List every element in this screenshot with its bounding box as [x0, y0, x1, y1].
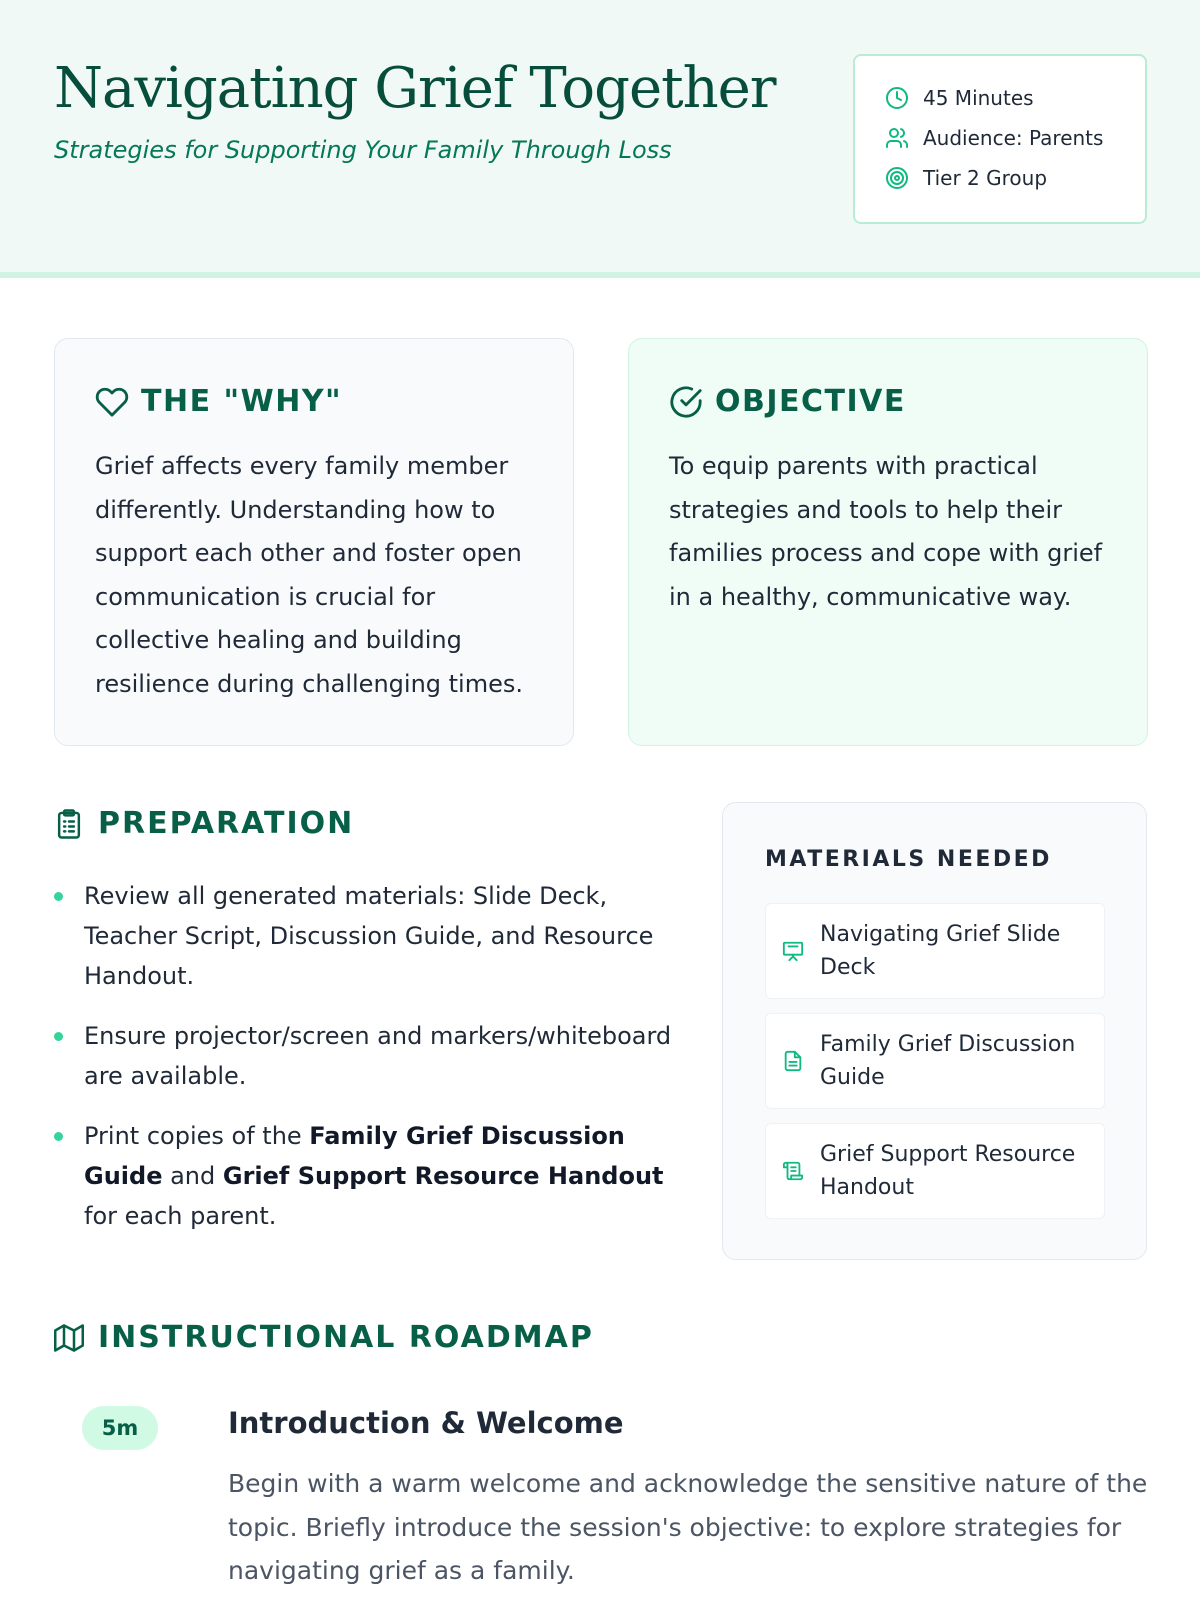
check-circle-icon: [669, 385, 703, 419]
heart-icon: [95, 385, 129, 419]
bullet-dot: [54, 1032, 63, 1041]
step-description: Begin with a warm welcome and acknowledge the sensitive nature of the topic. Briefly introduce the session's objective: to explore strategies for navigating grief as a family.: [228, 1469, 1148, 1585]
clock-icon: [885, 86, 909, 110]
list-item-suffix: for each parent.: [84, 1202, 277, 1230]
meta-duration-text: 45 Minutes: [923, 86, 1034, 110]
clipboard-icon: [54, 808, 84, 840]
bullet-dot: [54, 892, 63, 901]
materials-panel: [722, 802, 1147, 1260]
list-item-prefix: Print copies of the: [84, 1122, 310, 1150]
page-subtitle: Strategies for Supporting Your Family Through Loss: [54, 136, 672, 164]
target-icon: [885, 166, 909, 190]
material-item-slide-deck[interactable]: [765, 903, 1105, 999]
list-item-text: Ensure projector/screen and markers/whiteboard are available.: [84, 1022, 672, 1090]
preparation-list: [54, 876, 674, 1256]
objective-body: To equip parents with practical strategies and tools to help their families process and cope with grief in a healthy, communicative way.: [669, 452, 1103, 611]
bullet-dot: [54, 1132, 63, 1141]
why-heading: THE "WHY": [141, 384, 343, 419]
material-label: Navigating Grief Slide Deck: [820, 922, 1061, 980]
list-item-text: Review all generated materials: Slide Deck, Teacher Script, Discussion Guide, and Resource Handout.: [84, 882, 654, 990]
list-item-bold-handout: Grief Support Resource Handout: [222, 1162, 664, 1190]
why-card: [54, 338, 574, 746]
material-item-resource-handout[interactable]: [765, 1123, 1105, 1219]
roadmap-header: [54, 1320, 594, 1355]
list-item-bold-guide: Family Grief Discussion Guide: [84, 1122, 625, 1190]
roadmap-heading: INSTRUCTIONAL ROADMAP: [98, 1320, 594, 1355]
objective-card: [628, 338, 1148, 746]
list-item: [54, 876, 674, 996]
meta-audience: [885, 124, 1103, 152]
presentation-icon: [782, 940, 804, 962]
preparation-header: [54, 806, 354, 841]
list-item-middle: and: [162, 1162, 223, 1190]
meta-audience-text: Audience: Parents: [923, 126, 1104, 150]
list-item: [54, 1016, 674, 1096]
users-icon: [885, 126, 909, 150]
objective-heading: OBJECTIVE: [715, 384, 906, 419]
step-duration-badge: 5m: [82, 1406, 158, 1450]
material-label: Family Grief Discussion Guide: [820, 1032, 1076, 1090]
page-title: Navigating Grief Together: [54, 56, 776, 121]
map-icon: [54, 1322, 84, 1354]
why-card-header: [95, 384, 342, 419]
material-item-discussion-guide[interactable]: [765, 1013, 1105, 1109]
objective-card-header: [669, 384, 906, 419]
header: [0, 0, 1200, 278]
meta-tier: [885, 164, 1047, 192]
why-body: Grief affects every family member differently. Understanding how to support each other and foster open communication is crucial for collective healing and building resilience during challenging times.: [95, 452, 523, 698]
session-meta-box: [853, 54, 1147, 224]
scroll-icon: [782, 1160, 804, 1182]
meta-tier-text: Tier 2 Group: [923, 166, 1048, 190]
meta-duration: [885, 84, 1034, 112]
materials-heading: MATERIALS NEEDED: [765, 847, 1052, 872]
preparation-heading: PREPARATION: [98, 806, 355, 841]
document-icon: [782, 1050, 804, 1072]
list-item: [54, 1116, 674, 1236]
material-label: Grief Support Resource Handout: [820, 1142, 1076, 1200]
step-title: Introduction & Welcome: [228, 1406, 624, 1440]
